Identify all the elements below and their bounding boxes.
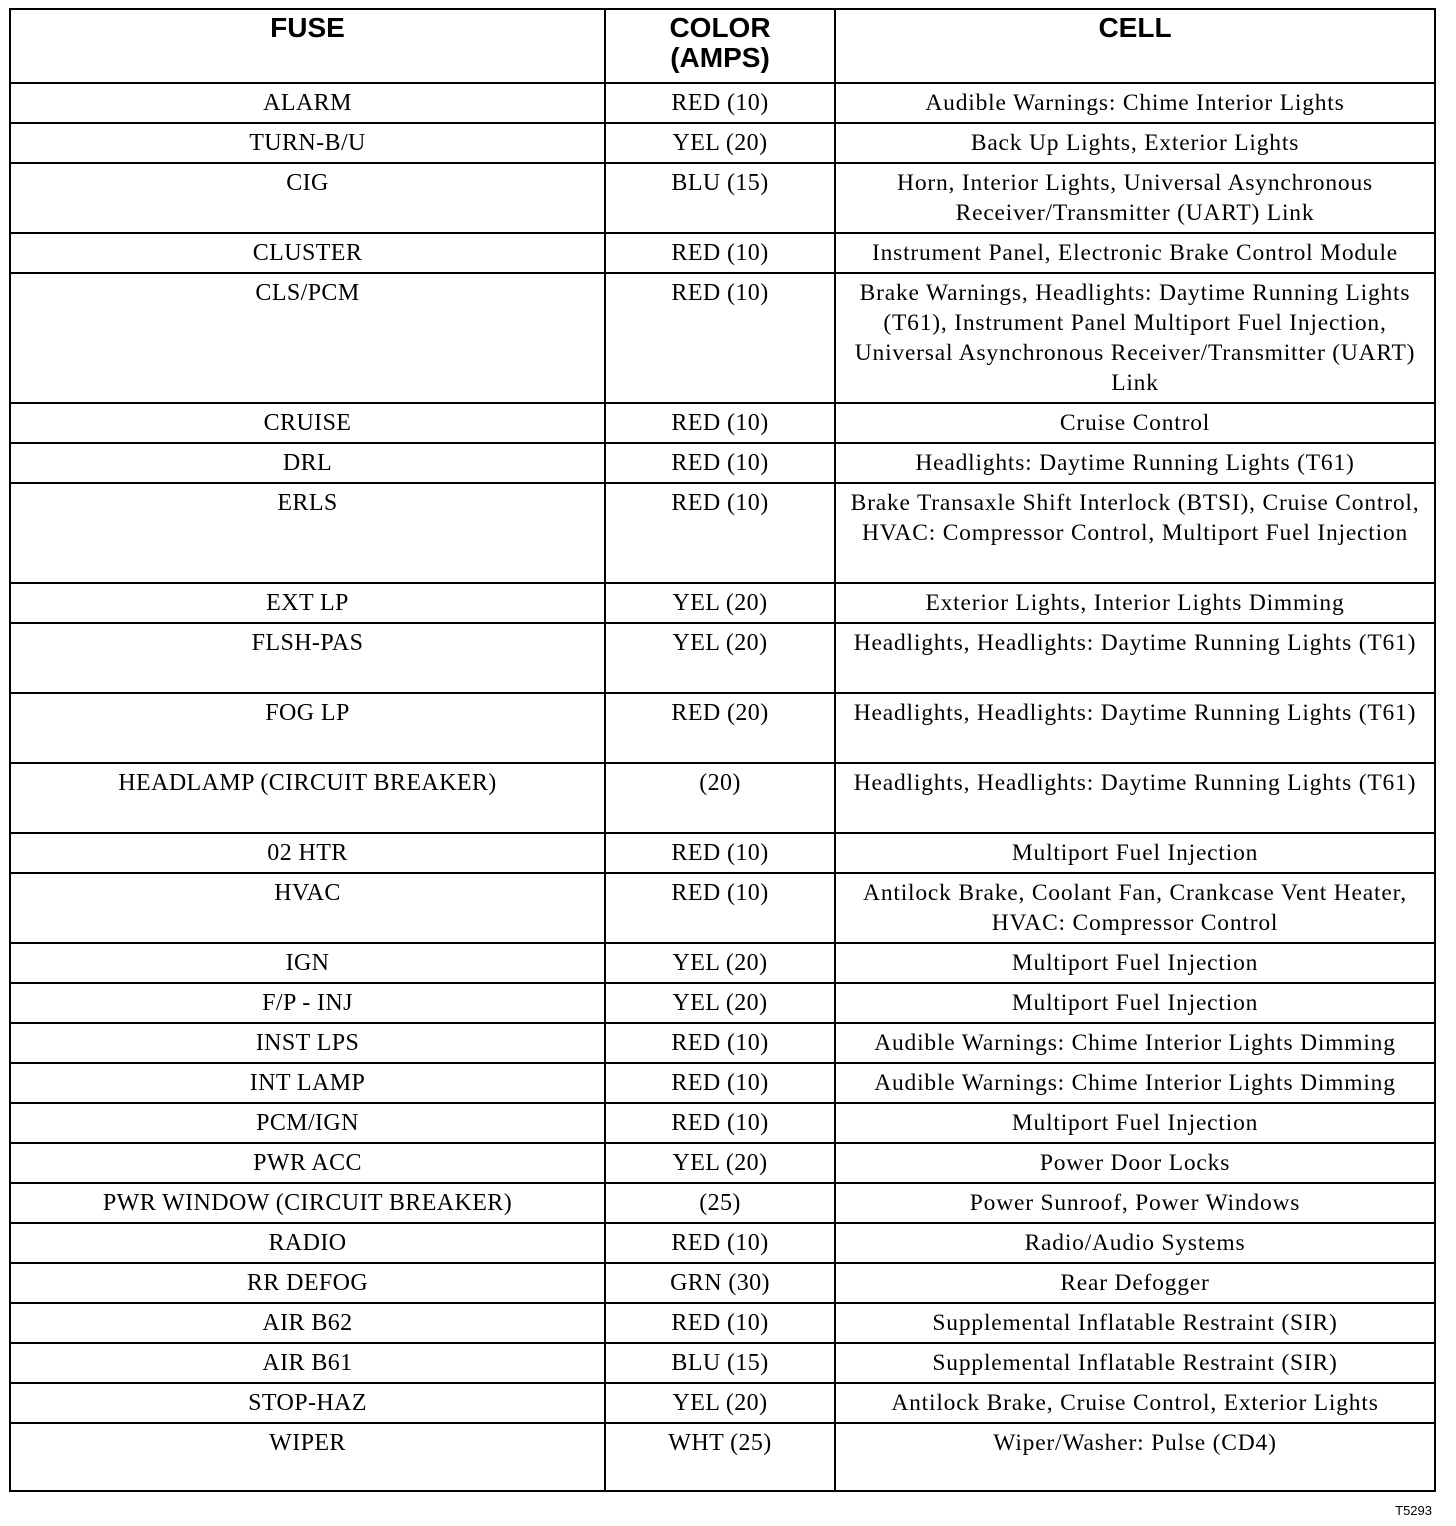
circuit-cell: Power Door Locks <box>835 1143 1435 1183</box>
fuse-name-cell: ERLS <box>10 483 605 583</box>
fuse-name-cell: PWR WINDOW (CIRCUIT BREAKER) <box>10 1183 605 1223</box>
color-amps-cell: (25) <box>605 1183 835 1223</box>
fuse-name-cell: RADIO <box>10 1223 605 1263</box>
color-amps-cell: BLU (15) <box>605 1343 835 1383</box>
table-row <box>10 623 1435 693</box>
circuit-cell: Headlights, Headlights: Daytime Running Lights (T61) <box>835 693 1435 763</box>
color-amps-cell: RED (10) <box>605 273 835 403</box>
table-row <box>10 123 1435 163</box>
color-amps-cell: YEL (20) <box>605 943 835 983</box>
circuit-cell: Power Sunroof, Power Windows <box>835 1183 1435 1223</box>
fuse-name-cell: ALARM <box>10 83 605 123</box>
table-row <box>10 403 1435 443</box>
circuit-cell: Rear Defogger <box>835 1263 1435 1303</box>
table-row <box>10 1343 1435 1383</box>
color-amps-cell: RED (10) <box>605 443 835 483</box>
table-row <box>10 943 1435 983</box>
fuse-name-cell: CRUISE <box>10 403 605 443</box>
color-amps-cell: RED (20) <box>605 693 835 763</box>
circuit-cell: Brake Warnings, Headlights: Daytime Running Lights (T61), Instrument Panel Multiport Fuel Injection, Universal Asynchronous Receiver/Transmitter (UART) Link <box>835 273 1435 403</box>
table-row <box>10 1023 1435 1063</box>
fuse-name-cell: INT LAMP <box>10 1063 605 1103</box>
circuit-cell: Exterior Lights, Interior Lights Dimming <box>835 583 1435 623</box>
table-row <box>10 443 1435 483</box>
table-row <box>10 233 1435 273</box>
circuit-cell: Supplemental Inflatable Restraint (SIR) <box>835 1303 1435 1343</box>
table-row <box>10 1263 1435 1303</box>
table-row <box>10 273 1435 403</box>
fuse-name-cell: DRL <box>10 443 605 483</box>
fuse-name-cell: TURN-B/U <box>10 123 605 163</box>
color-amps-cell: RED (10) <box>605 833 835 873</box>
circuit-cell: Brake Transaxle Shift Interlock (BTSI), Cruise Control, HVAC: Compressor Control, Multiport Fuel Injection <box>835 483 1435 583</box>
table-row <box>10 583 1435 623</box>
circuit-cell: Antilock Brake, Coolant Fan, Crankcase Vent Heater, HVAC: Compressor Control <box>835 873 1435 943</box>
color-amps-cell: RED (10) <box>605 873 835 943</box>
table-row <box>10 1303 1435 1343</box>
circuit-cell: Multiport Fuel Injection <box>835 1103 1435 1143</box>
table-row <box>10 1143 1435 1183</box>
table-row <box>10 83 1435 123</box>
circuit-cell: Instrument Panel, Electronic Brake Control Module <box>835 233 1435 273</box>
header-color <box>605 9 835 83</box>
header-cell: CELL <box>835 9 1435 83</box>
color-amps-cell: WHT (25) <box>605 1423 835 1491</box>
fuse-name-cell: AIR B62 <box>10 1303 605 1343</box>
color-amps-cell: YEL (20) <box>605 983 835 1023</box>
circuit-cell: Multiport Fuel Injection <box>835 983 1435 1023</box>
fuse-name-cell: IGN <box>10 943 605 983</box>
table-row <box>10 1383 1435 1423</box>
circuit-cell: Audible Warnings: Chime Interior Lights <box>835 83 1435 123</box>
fuse-name-cell: FLSH-PAS <box>10 623 605 693</box>
circuit-cell: Headlights: Daytime Running Lights (T61) <box>835 443 1435 483</box>
fuse-name-cell: WIPER <box>10 1423 605 1491</box>
circuit-cell: Audible Warnings: Chime Interior Lights Dimming <box>835 1023 1435 1063</box>
color-amps-cell: RED (10) <box>605 1023 835 1063</box>
table-row <box>10 483 1435 583</box>
color-amps-cell: YEL (20) <box>605 1383 835 1423</box>
table-row <box>10 1103 1435 1143</box>
circuit-cell: Multiport Fuel Injection <box>835 943 1435 983</box>
fuse-name-cell: CLUSTER <box>10 233 605 273</box>
fuse-name-cell: STOP-HAZ <box>10 1383 605 1423</box>
fuse-table <box>9 8 1436 1492</box>
fuse-name-cell: PWR ACC <box>10 1143 605 1183</box>
table-row <box>10 873 1435 943</box>
fuse-rows <box>10 83 1435 1491</box>
fuse-name-cell: INST LPS <box>10 1023 605 1063</box>
color-amps-cell: YEL (20) <box>605 583 835 623</box>
fuse-name-cell: 02 HTR <box>10 833 605 873</box>
fuse-name-cell: HEADLAMP (CIRCUIT BREAKER) <box>10 763 605 833</box>
color-amps-cell: RED (10) <box>605 403 835 443</box>
table-row <box>10 1183 1435 1223</box>
color-amps-cell: RED (10) <box>605 1103 835 1143</box>
table-row <box>10 983 1435 1023</box>
circuit-cell: Multiport Fuel Injection <box>835 833 1435 873</box>
fuse-name-cell: FOG LP <box>10 693 605 763</box>
circuit-cell: Audible Warnings: Chime Interior Lights Dimming <box>835 1063 1435 1103</box>
fuse-name-cell: CLS/PCM <box>10 273 605 403</box>
circuit-cell: Wiper/Washer: Pulse (CD4) <box>835 1423 1435 1491</box>
color-amps-cell: YEL (20) <box>605 1143 835 1183</box>
header-row <box>10 9 1435 83</box>
table-row <box>10 163 1435 233</box>
fuse-name-cell: RR DEFOG <box>10 1263 605 1303</box>
circuit-cell: Radio/Audio Systems <box>835 1223 1435 1263</box>
header-fuse: FUSE <box>10 9 605 83</box>
fuse-name-cell: EXT LP <box>10 583 605 623</box>
color-amps-cell: BLU (15) <box>605 163 835 233</box>
table-row <box>10 693 1435 763</box>
color-amps-cell: RED (10) <box>605 1303 835 1343</box>
fuse-name-cell: AIR B61 <box>10 1343 605 1383</box>
circuit-cell: Back Up Lights, Exterior Lights <box>835 123 1435 163</box>
circuit-cell: Headlights, Headlights: Daytime Running Lights (T61) <box>835 623 1435 693</box>
circuit-cell: Horn, Interior Lights, Universal Asynchronous Receiver/Transmitter (UART) Link <box>835 163 1435 233</box>
table-row <box>10 763 1435 833</box>
color-amps-cell: (20) <box>605 763 835 833</box>
color-amps-cell: RED (10) <box>605 483 835 583</box>
header-color-label: COLOR (AMPS) <box>669 12 771 73</box>
color-amps-cell: GRN (30) <box>605 1263 835 1303</box>
fuse-name-cell: HVAC <box>10 873 605 943</box>
fuse-name-cell: F/P - INJ <box>10 983 605 1023</box>
color-amps-cell: RED (10) <box>605 1223 835 1263</box>
table-row <box>10 1063 1435 1103</box>
circuit-cell: Supplemental Inflatable Restraint (SIR) <box>835 1343 1435 1383</box>
circuit-cell: Cruise Control <box>835 403 1435 443</box>
circuit-cell: Antilock Brake, Cruise Control, Exterior Lights <box>835 1383 1435 1423</box>
table-row <box>10 833 1435 873</box>
table-row <box>10 1423 1435 1491</box>
color-amps-cell: RED (10) <box>605 83 835 123</box>
figure-id: T5293 <box>1395 1503 1432 1518</box>
circuit-cell: Headlights, Headlights: Daytime Running Lights (T61) <box>835 763 1435 833</box>
table-row <box>10 1223 1435 1263</box>
color-amps-cell: YEL (20) <box>605 623 835 693</box>
color-amps-cell: RED (10) <box>605 233 835 273</box>
color-amps-cell: RED (10) <box>605 1063 835 1103</box>
fuse-name-cell: CIG <box>10 163 605 233</box>
color-amps-cell: YEL (20) <box>605 123 835 163</box>
fuse-name-cell: PCM/IGN <box>10 1103 605 1143</box>
